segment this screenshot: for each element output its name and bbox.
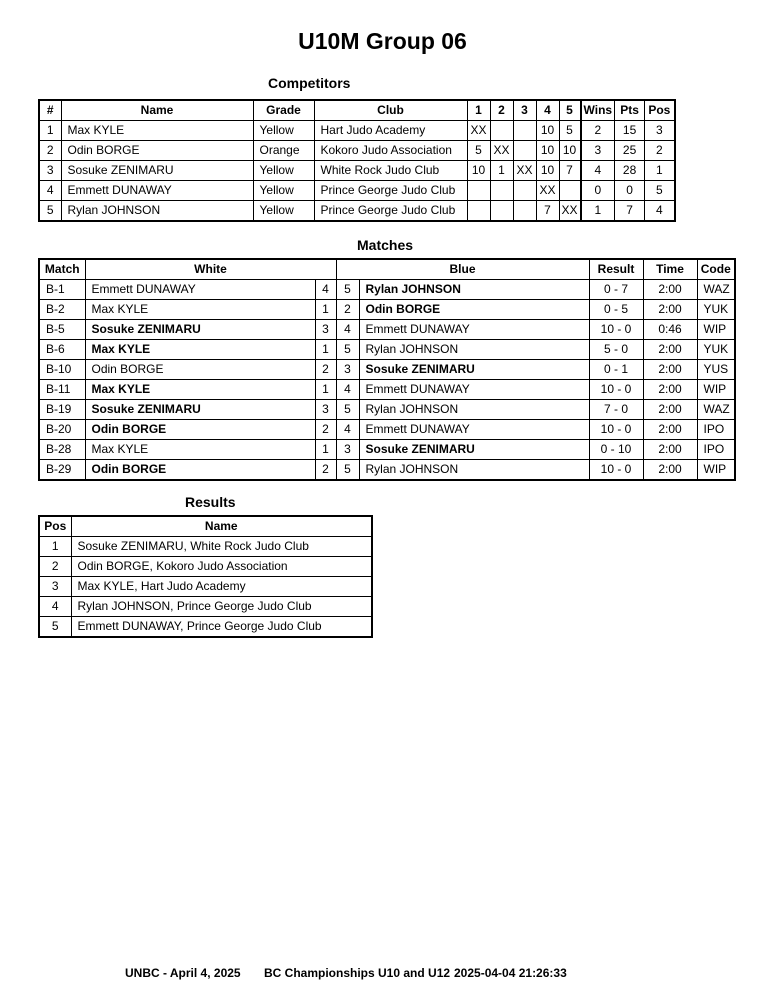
competitor-wins: 2	[581, 121, 615, 141]
match-code: WIP	[697, 460, 735, 481]
match-white-number: 2	[315, 460, 336, 481]
match-white-player: Odin BORGE	[85, 360, 315, 380]
results-header-row	[39, 516, 372, 537]
competitor-score-5: 5	[559, 121, 581, 141]
result-row	[39, 537, 372, 557]
match-white-player: Max KYLE	[85, 440, 315, 460]
match-blue-player: Rylan JOHNSON	[359, 460, 589, 481]
competitor-wins: 4	[581, 161, 615, 181]
match-row	[39, 360, 735, 380]
competitor-wins: 3	[581, 141, 615, 161]
matches-header-row	[39, 259, 735, 280]
matches-title: Matches	[357, 237, 414, 253]
result-row	[39, 597, 372, 617]
result-position: 3	[39, 577, 71, 597]
competitor-row	[39, 141, 675, 161]
competitor-score-1	[467, 201, 490, 222]
match-time: 2:00	[643, 340, 697, 360]
competitor-score-5: XX	[559, 201, 581, 222]
match-blue-player: Emmett DUNAWAY	[359, 420, 589, 440]
competitor-grade: Yellow	[253, 201, 314, 222]
match-white-player: Sosuke ZENIMARU	[85, 320, 315, 340]
result-position: 5	[39, 617, 71, 638]
match-time: 2:00	[643, 420, 697, 440]
match-code: YUS	[697, 360, 735, 380]
competitor-club: Kokoro Judo Association	[314, 141, 467, 161]
match-blue-player: Sosuke ZENIMARU	[359, 360, 589, 380]
match-white-player: Odin BORGE	[85, 420, 315, 440]
competitor-position: 3	[645, 121, 675, 141]
match-id: B-1	[39, 280, 85, 300]
match-id: B-19	[39, 400, 85, 420]
match-blue-player: Emmett DUNAWAY	[359, 380, 589, 400]
result-position: 1	[39, 537, 71, 557]
competitor-position: 5	[645, 181, 675, 201]
col-header-grade: Grade	[253, 100, 314, 121]
match-time: 2:00	[643, 460, 697, 481]
match-id: B-29	[39, 460, 85, 481]
competitor-score-4: 7	[536, 201, 559, 222]
match-result: 10 - 0	[589, 380, 643, 400]
match-blue-number: 5	[336, 460, 359, 481]
match-white-player: Max KYLE	[85, 380, 315, 400]
competitors-title: Competitors	[268, 75, 351, 91]
competitor-name: Emmett DUNAWAY	[61, 181, 253, 201]
competitor-club: White Rock Judo Club	[314, 161, 467, 181]
competitor-score-5	[559, 181, 581, 201]
results-table	[38, 515, 373, 638]
match-blue-player: Rylan JOHNSON	[359, 280, 589, 300]
match-result: 5 - 0	[589, 340, 643, 360]
col-header-result: Result	[589, 259, 643, 280]
col-header-club: Club	[314, 100, 467, 121]
competitor-score-1: 5	[467, 141, 490, 161]
match-white-number: 2	[315, 360, 336, 380]
competitor-score-3: XX	[513, 161, 536, 181]
competitor-number: 2	[39, 141, 61, 161]
competitor-score-1: XX	[467, 121, 490, 141]
competitor-position: 4	[645, 201, 675, 222]
match-white-number: 1	[315, 340, 336, 360]
match-blue-number: 2	[336, 300, 359, 320]
result-row	[39, 577, 372, 597]
match-row	[39, 280, 735, 300]
competitor-club: Hart Judo Academy	[314, 121, 467, 141]
competitor-grade: Yellow	[253, 161, 314, 181]
competitor-score-2: XX	[490, 141, 513, 161]
match-white-number: 1	[315, 300, 336, 320]
col-header-pos: Pos	[645, 100, 675, 121]
match-code: IPO	[697, 440, 735, 460]
col-header-score-5: 5	[559, 100, 581, 121]
match-row	[39, 440, 735, 460]
competitor-score-3	[513, 181, 536, 201]
match-row	[39, 300, 735, 320]
match-code: IPO	[697, 420, 735, 440]
competitor-name: Sosuke ZENIMARU	[61, 161, 253, 181]
competitor-score-4: 10	[536, 141, 559, 161]
col-header-score-2: 2	[490, 100, 513, 121]
match-white-number: 3	[315, 400, 336, 420]
match-id: B-20	[39, 420, 85, 440]
competitor-row	[39, 161, 675, 181]
match-blue-player: Rylan JOHNSON	[359, 400, 589, 420]
match-time: 2:00	[643, 280, 697, 300]
competitor-points: 28	[615, 161, 645, 181]
col-header-white: White	[85, 259, 336, 280]
competitor-score-1	[467, 181, 490, 201]
col-header-result-pos: Pos	[39, 516, 71, 537]
footer-tournament: BC Championships U10 and U12	[264, 966, 451, 980]
competitor-position: 1	[645, 161, 675, 181]
competitor-points: 7	[615, 201, 645, 222]
match-blue-number: 5	[336, 340, 359, 360]
competitor-points: 25	[615, 141, 645, 161]
match-id: B-10	[39, 360, 85, 380]
match-code: YUK	[697, 300, 735, 320]
competitor-score-3	[513, 121, 536, 141]
competitor-name: Rylan JOHNSON	[61, 201, 253, 222]
match-time: 2:00	[643, 400, 697, 420]
col-header-name: Name	[61, 100, 253, 121]
competitors-header-row	[39, 100, 675, 121]
competitor-score-2: 1	[490, 161, 513, 181]
match-code: WIP	[697, 320, 735, 340]
match-white-number: 2	[315, 420, 336, 440]
competitor-points: 15	[615, 121, 645, 141]
competitor-name: Max KYLE	[61, 121, 253, 141]
competitor-score-5: 10	[559, 141, 581, 161]
match-white-player: Sosuke ZENIMARU	[85, 400, 315, 420]
result-name: Emmett DUNAWAY, Prince George Judo Club	[71, 617, 372, 638]
col-header-code: Code	[697, 259, 735, 280]
match-white-number: 1	[315, 380, 336, 400]
result-position: 2	[39, 557, 71, 577]
match-white-player: Max KYLE	[85, 340, 315, 360]
competitor-wins: 0	[581, 181, 615, 201]
result-name: Rylan JOHNSON, Prince George Judo Club	[71, 597, 372, 617]
col-header-wins: Wins	[581, 100, 615, 121]
match-result: 10 - 0	[589, 420, 643, 440]
col-header-match: Match	[39, 259, 85, 280]
competitor-score-4: XX	[536, 181, 559, 201]
result-name: Odin BORGE, Kokoro Judo Association	[71, 557, 372, 577]
match-id: B-6	[39, 340, 85, 360]
match-row	[39, 340, 735, 360]
col-header-time: Time	[643, 259, 697, 280]
competitor-grade: Yellow	[253, 181, 314, 201]
match-row	[39, 420, 735, 440]
result-row	[39, 557, 372, 577]
match-row	[39, 460, 735, 481]
competitor-points: 0	[615, 181, 645, 201]
result-position: 4	[39, 597, 71, 617]
match-blue-number: 3	[336, 440, 359, 460]
match-result: 0 - 10	[589, 440, 643, 460]
col-header-num: #	[39, 100, 61, 121]
match-row	[39, 320, 735, 340]
col-header-pts: Pts	[615, 100, 645, 121]
match-white-number: 4	[315, 280, 336, 300]
match-white-number: 3	[315, 320, 336, 340]
match-blue-number: 4	[336, 320, 359, 340]
competitor-number: 4	[39, 181, 61, 201]
footer-event-date: UNBC - April 4, 2025	[125, 966, 241, 980]
results-title: Results	[185, 494, 236, 510]
competitor-score-2	[490, 181, 513, 201]
competitor-score-4: 10	[536, 121, 559, 141]
match-blue-player: Rylan JOHNSON	[359, 340, 589, 360]
competitor-score-4: 10	[536, 161, 559, 181]
match-blue-player: Emmett DUNAWAY	[359, 320, 589, 340]
result-name: Sosuke ZENIMARU, White Rock Judo Club	[71, 537, 372, 557]
matches-table	[38, 258, 736, 481]
match-blue-number: 4	[336, 420, 359, 440]
match-white-player: Max KYLE	[85, 300, 315, 320]
match-white-player: Odin BORGE	[85, 460, 315, 481]
match-row	[39, 380, 735, 400]
competitor-wins: 1	[581, 201, 615, 222]
competitor-number: 5	[39, 201, 61, 222]
result-name: Max KYLE, Hart Judo Academy	[71, 577, 372, 597]
match-blue-number: 3	[336, 360, 359, 380]
competitors-body	[39, 121, 675, 222]
match-result: 0 - 1	[589, 360, 643, 380]
match-result: 10 - 0	[589, 320, 643, 340]
results-body	[39, 537, 372, 638]
competitor-club: Prince George Judo Club	[314, 201, 467, 222]
match-id: B-5	[39, 320, 85, 340]
competitor-position: 2	[645, 141, 675, 161]
competitor-number: 1	[39, 121, 61, 141]
match-blue-number: 4	[336, 380, 359, 400]
competitor-score-3	[513, 141, 536, 161]
competitor-grade: Yellow	[253, 121, 314, 141]
match-id: B-11	[39, 380, 85, 400]
competitor-score-2	[490, 201, 513, 222]
match-id: B-2	[39, 300, 85, 320]
match-code: WAZ	[697, 280, 735, 300]
col-header-score-3: 3	[513, 100, 536, 121]
col-header-score-1: 1	[467, 100, 490, 121]
competitor-score-2	[490, 121, 513, 141]
match-white-player: Emmett DUNAWAY	[85, 280, 315, 300]
match-time: 2:00	[643, 440, 697, 460]
match-time: 2:00	[643, 300, 697, 320]
match-white-number: 1	[315, 440, 336, 460]
match-time: 2:00	[643, 380, 697, 400]
competitor-score-3	[513, 201, 536, 222]
match-code: WAZ	[697, 400, 735, 420]
footer-timestamp: 2025-04-04 21:26:33	[454, 966, 567, 980]
col-header-score-4: 4	[536, 100, 559, 121]
match-result: 0 - 7	[589, 280, 643, 300]
competitor-score-1: 10	[467, 161, 490, 181]
match-time: 0:46	[643, 320, 697, 340]
competitor-row	[39, 121, 675, 141]
match-result: 10 - 0	[589, 460, 643, 481]
match-row	[39, 400, 735, 420]
page-title: U10M Group 06	[298, 28, 467, 54]
col-header-result-name: Name	[71, 516, 372, 537]
match-time: 2:00	[643, 360, 697, 380]
competitor-row	[39, 181, 675, 201]
competitor-name: Odin BORGE	[61, 141, 253, 161]
match-blue-player: Odin BORGE	[359, 300, 589, 320]
match-blue-player: Sosuke ZENIMARU	[359, 440, 589, 460]
col-header-blue: Blue	[336, 259, 589, 280]
match-blue-number: 5	[336, 280, 359, 300]
match-id: B-28	[39, 440, 85, 460]
match-result: 7 - 0	[589, 400, 643, 420]
match-code: WIP	[697, 380, 735, 400]
competitor-score-5: 7	[559, 161, 581, 181]
competitor-grade: Orange	[253, 141, 314, 161]
competitors-table	[38, 99, 676, 222]
result-row	[39, 617, 372, 638]
competitor-club: Prince George Judo Club	[314, 181, 467, 201]
competitor-number: 3	[39, 161, 61, 181]
match-blue-number: 5	[336, 400, 359, 420]
match-code: YUK	[697, 340, 735, 360]
matches-body	[39, 280, 735, 481]
competitor-row	[39, 201, 675, 222]
match-result: 0 - 5	[589, 300, 643, 320]
